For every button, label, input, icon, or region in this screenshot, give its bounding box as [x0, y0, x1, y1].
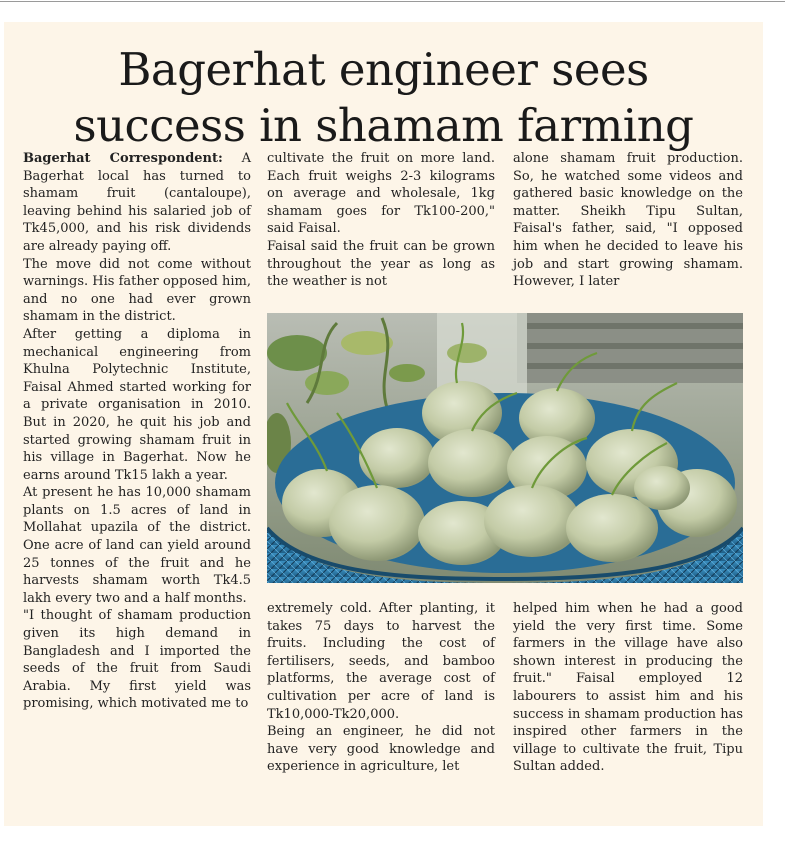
paragraph: "I thought of shamam production given its high demand in Bangladesh and I imported the seeds of the fruit from Saudi Arabia. My first yield was promising, which motivated me to [23, 608, 251, 712]
column-1 [23, 150, 251, 713]
paragraph: Being an engineer, he did not have very good knowledge and experience in agriculture, let [267, 724, 495, 775]
paragraph: cultivate the fruit on more land. Each fruit weighs 2-3 kilograms on average and wholesale, 1kg shamam goes for Tk100-200," said Faisal. [267, 151, 495, 237]
column-3-top [513, 150, 743, 291]
melon-basket-photo [267, 313, 743, 583]
paragraph: Bagerhat Correspondent: A Bagerhat local has turned to shamam fruit (cantaloupe), leaving behind his salaried job of Tk45,000, and his risk dividends are already paying off. [23, 151, 251, 254]
paragraph: After getting a diploma in mechanical engineering from Khulna Polytechnic Institute, Faisal Ahmed started working for a private organisation in 2010. But in 2020, he quit his job and started growing shamam fruit in his village in Bagerhat. Now he earns around Tk15 lakh a year. [23, 326, 251, 483]
headline-line-2: success in shamam farming [73, 99, 694, 152]
top-rule [0, 1, 785, 2]
melon-basket-illustration [267, 313, 743, 583]
headline [4, 42, 763, 154]
paragraph: Faisal said the fruit can be grown throughout the year as long as the weather is not [267, 238, 495, 290]
paragraph: alone shamam fruit production. So, he watched some videos and gathered basic knowledge on the matter. Sheikh Tipu Sultan, Faisal's father, said, "I opposed him when he decided to leave his job and start growing shamam. However, I later [513, 151, 743, 290]
byline: Bagerhat Correspondent: [23, 151, 223, 166]
paragraph: At present he has 10,000 shamam plants on 1.5 acres of land in Mollahat upazila of the district. One acre of land can yield around 25 tonnes of the fruit and he harvests shamam worth Tk4.5 lakh every two and a half months. [23, 485, 251, 606]
headline-line-1: Bagerhat engineer sees [118, 43, 649, 96]
paragraph: The move did not come without warnings. His father opposed him, and no one had ever grown shamam in the district. [23, 256, 251, 325]
paragraph: extremely cold. After planting, it takes 75 days to harvest the fruits. Including the cost of fertilisers, seeds, and bamboo platforms, the average cost of cultivation per acre of land is Tk10,000-Tk20,000. [267, 601, 495, 722]
paragraph: helped him when he had a good yield the very first time. Some farmers in the village have also shown interest in producing the fruit." Faisal employed 12 labourers to assist him and his success in shamam production has inspired other farmers in the village to cultivate the fruit, Tipu Sultan added. [513, 601, 743, 775]
column-3-bottom [513, 600, 743, 776]
column-2-bottom [267, 600, 495, 776]
column-2-top [267, 150, 495, 291]
